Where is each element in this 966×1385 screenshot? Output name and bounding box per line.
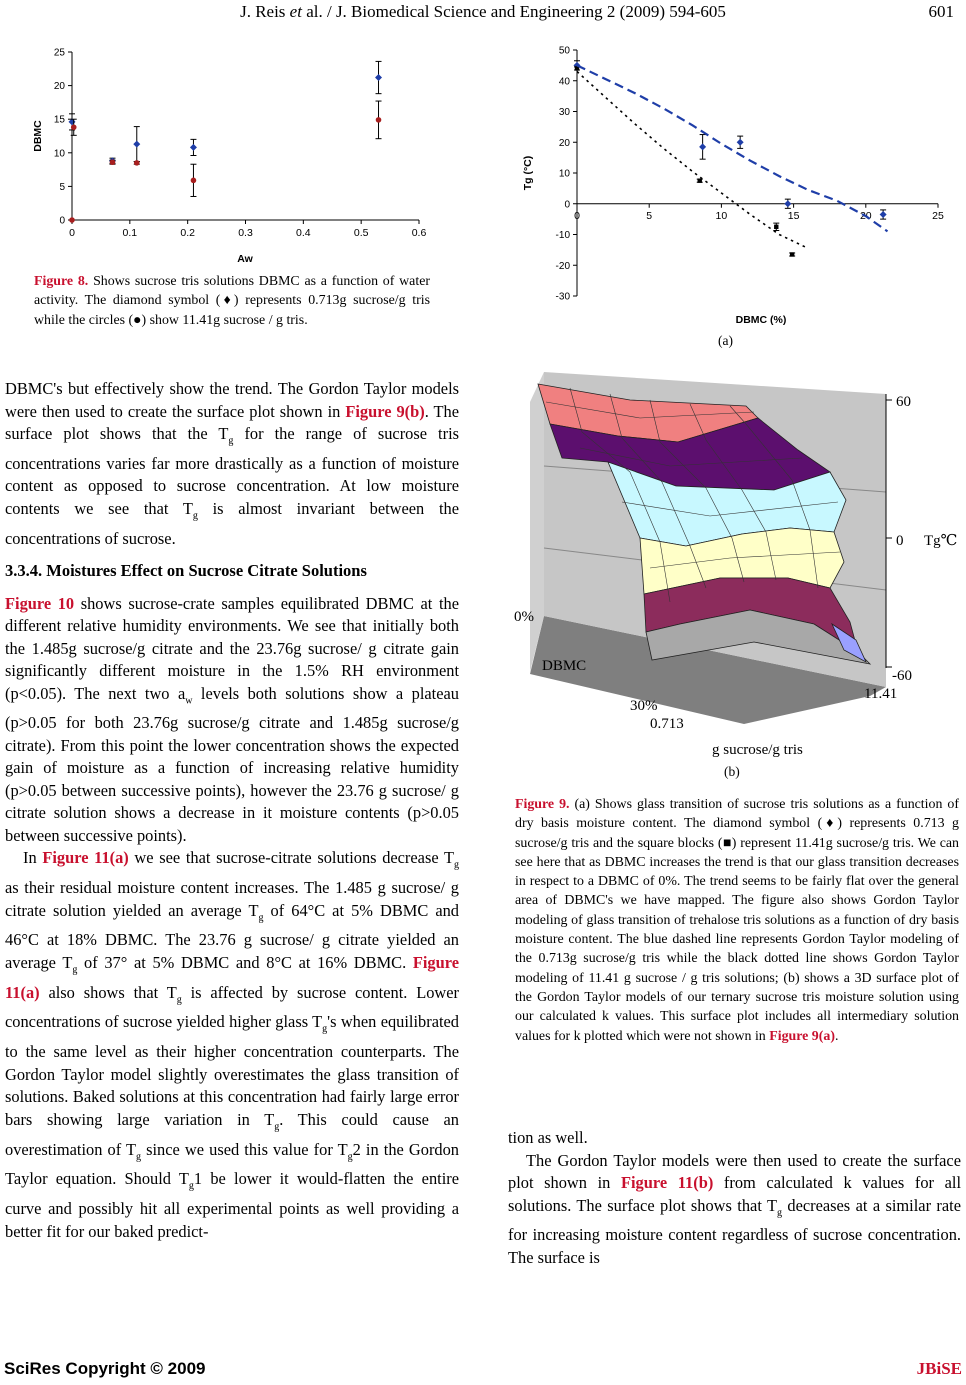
x-axis-title: DBMC (%) — [735, 314, 787, 326]
figure-8-caption-label: Figure 8. — [34, 274, 89, 289]
y-tick-label: 5 — [59, 181, 65, 193]
ref-figure-11a[interactable]: Figure 11(a) — [42, 848, 129, 868]
y-tick-label: -30 — [555, 291, 570, 303]
z-tick-minus-60: -60 — [892, 668, 912, 684]
figure-9b-surface-plot — [510, 362, 960, 764]
paragraph-3: In Figure 11(a) we see that sucrose-citrate solutions decrease $T_g$ as their residual moisture content increases. The 1.485 g sucrose/ g citrate solution yielded an average $T_g$ of 64°C at 5% DBMC and 46°C at 18% DBMC. The 23.76 g sucrose/ g citrate yielded an average $T_g$ of 37° at 5% DBMC and 8°C at 16% DBMC. Figure 11(a) also shows that $T_g$ is affected by sucrose content. Lower concentrations of sucrose yielded higher glass $T_g's$ when equilibrated to the same level as their higher concentration counterparts. The Gordon Taylor model slightly overestimates the glass transition of solutions. Baked solutions at this concentration had fairly large error bars showing large variation in $T_g$. This could cause an overestimation of $T_g$ since we used this value for $T_g2$ in the Gordon Taylor equation. Should $T_g1$ be lower it would-flatten the entire curve and possibly hit all experimental points as well providing a better fit for our baked predict- — [5, 848, 459, 1241]
y-tick-label: 20 — [53, 81, 65, 93]
ref-figure-10[interactable]: Figure 10 — [5, 593, 75, 613]
figure-9-caption-end: . — [834, 1028, 839, 1044]
conc-axis-title: g sucrose/g tris — [712, 742, 803, 758]
x-tick-label: 0.6 — [411, 227, 427, 239]
figure-8-chart — [20, 38, 440, 270]
data-point-diamond — [784, 200, 791, 207]
y-tick-label: 10 — [53, 148, 65, 160]
data-point-circle — [69, 217, 75, 223]
y-tick-label: 0 — [59, 215, 65, 227]
conc-tick-high: 11.41 — [864, 686, 898, 702]
figure-8-caption — [34, 272, 430, 330]
figure-9a-sublabel: (a) — [718, 333, 733, 348]
y-axis-title: Tg (°C) — [522, 155, 534, 191]
x-tick-label: 0 — [574, 209, 580, 222]
ref-figure-11b[interactable]: Figure 11(b) — [620, 1173, 714, 1192]
y-axis-title: DBMC — [32, 120, 44, 152]
ref-figure-9b[interactable]: Figure 9(b) — [345, 401, 425, 421]
data-point-circle — [191, 178, 197, 184]
figure-9-caption-ref[interactable]: Figure 9(a) — [769, 1028, 835, 1044]
data-point-circle — [110, 159, 116, 165]
y-tick-label: 40 — [558, 76, 570, 88]
y-tick-label: 0 — [564, 199, 570, 211]
x-tick-label: 25 — [932, 209, 944, 222]
z-tick-60: 60 — [896, 394, 911, 410]
dbmc-tick-30: 30% — [630, 698, 658, 714]
page-number: 601 — [928, 2, 954, 21]
left-column — [5, 378, 459, 1243]
footer-copyright: SciRes Copyright © 2009 — [4, 1359, 206, 1378]
y-tick-label: 10 — [558, 168, 570, 180]
ref-figure-11a-second[interactable]: Figure 11(a) — [5, 952, 459, 1002]
x-tick-label: 0.4 — [296, 227, 311, 239]
figure-9-caption — [515, 795, 959, 1046]
x-tick-label: 0.5 — [353, 227, 369, 239]
data-point-diamond — [737, 139, 744, 146]
x-tick-label: 5 — [646, 209, 653, 222]
x-tick-label: 20 — [859, 209, 872, 222]
z-tick-0: 0 — [896, 533, 904, 549]
z-axis-title: Tg℃ — [924, 533, 958, 549]
x-tick-label: 0.3 — [238, 227, 253, 239]
y-tick-label: 25 — [53, 47, 65, 59]
footer-journal: JBiSE — [916, 1359, 962, 1378]
right-paragraph-1: tion as well. — [508, 1128, 588, 1147]
x-tick-label: 0 — [69, 227, 75, 239]
x-tick-label: 0.2 — [180, 227, 195, 239]
data-point-diamond — [880, 211, 887, 218]
section-heading: 3.3.4. Moistures Effect on Sucrose Citrate Solutions — [5, 561, 367, 581]
data-point-circle — [376, 117, 382, 123]
x-tick-label: 10 — [715, 209, 728, 222]
figure-9-caption-text: (a) Shows glass transition of sucrose tris solutions as a function of dry basis moisture content. The diamond symbol (♦) represents 0.713 g sucrose/g tris and the square blocks (■) represent 11.41g sucrose/g tris. We can see here that as DBMC increases the trend is that our glass transition decreases in respect to a DBMC of 0%. The trend seems to be fairly flat over the general area of DBMC's we have mapped. The figure also shows Gordon Taylor modeling of glass transition of trehalose tris solutions as a function of dry basis moisture content. The blue dashed line represents Gordon Taylor modeling of the 0.713g sucrose/g tris while the black dotted line shows Gordon Taylor modeling of 11.41 g sucrose / g tris solutions; (b) shows a 3D surface plot of the Gordon Taylor models of our ternary sucrose tris moisture solution using our calculated k values. This surface plot includes all intermediary solution values for k plotted which were not shown in — [515, 797, 959, 1044]
paragraph-1: DBMC's but effectively show the trend. The Gordon Taylor models were then used to create the surface plot shown in Figure 9(b). The surface plot shows that the $T_g$ for the range of sucrose tris concentrations varies far more drastically as a function of moisture content as opposed to sucrose concentration. At low moisture contents we see that $T_g$ is almost invariant between the concentrations of sucrose. — [5, 379, 460, 548]
data-point-diamond — [190, 144, 197, 151]
figure-8-caption-text: Shows sucrose tris solutions DBMC as a function of water activity. The diamond symbol (♦) represents 0.713g sucrose/g tris while the circles (●) show 11.41g sucrose / g tris. — [34, 274, 430, 328]
data-point-square — [774, 225, 778, 229]
x-axis-title: Aw — [237, 253, 253, 265]
y-tick-label: 20 — [558, 137, 570, 149]
right-paragraph-2: The Gordon Taylor models were then used to create the surface plot shown in Figure 11(b) from calculated k values for all solutions. The surface plot shows that $T_g$ decreases at a similar rate for increasing moisture content regardless of sucrose concentration. The surface is — [508, 1150, 961, 1267]
data-point-circle — [134, 160, 140, 166]
x-tick-label: 15 — [787, 209, 800, 222]
right-column — [508, 1127, 961, 1269]
y-tick-label: -10 — [555, 230, 570, 241]
dbmc-axis-title: DBMC — [542, 658, 587, 674]
y-tick-label: 50 — [558, 45, 570, 57]
data-point-diamond — [375, 74, 382, 81]
running-head-journal: al. / J. Biomedical Science and Engineering 2 (2009) 594-605 — [301, 2, 726, 21]
paragraph-2: Figure 10 shows sucrose-crate samples equilibrated DBMC at the different relative humidity environments. We see that initially both the 1.485g sucrose/g citrate and the 23.76g sucrose/ g citrate gain significantly different moisture in the 1.5% RH environment (p<0.05). The next two $a_w$ levels both solutions show a plateau (p>0.05 for both 23.76g sucrose/g citrate and 1.485g sucrose/g citrate). From this point the lower concentration shows the expected gain of moisture as a function of increasing relative humidity (p>0.05 between successive points), however the 23.76 g sucrose/ g citrate solution shows a decrease in it moisture contents (p>0.05 between successive points). — [5, 593, 459, 845]
data-point-square — [790, 252, 794, 256]
series-3-line — [577, 72, 808, 249]
data-point-circle — [71, 124, 77, 130]
figure-9-caption-label: Figure 9. — [515, 797, 570, 812]
x-tick-label: 0.1 — [122, 227, 138, 239]
figure-9b-sublabel: (b) — [724, 764, 740, 779]
footer — [0, 1355, 966, 1385]
conc-tick-low: 0.713 — [650, 716, 684, 732]
running-head — [0, 2, 966, 22]
data-point-square — [698, 178, 702, 182]
dbmc-tick-0: 0% — [514, 609, 534, 625]
figure-9a-chart — [515, 38, 965, 350]
data-point-diamond — [699, 143, 706, 150]
y-tick-label: 30 — [558, 107, 570, 118]
running-head-authors: J. Reis — [240, 2, 290, 21]
y-tick-label: -20 — [555, 260, 570, 272]
data-point-diamond — [133, 141, 140, 148]
y-tick-label: 15 — [53, 114, 65, 126]
series-2-line — [577, 65, 888, 231]
running-head-et: et — [289, 2, 302, 21]
